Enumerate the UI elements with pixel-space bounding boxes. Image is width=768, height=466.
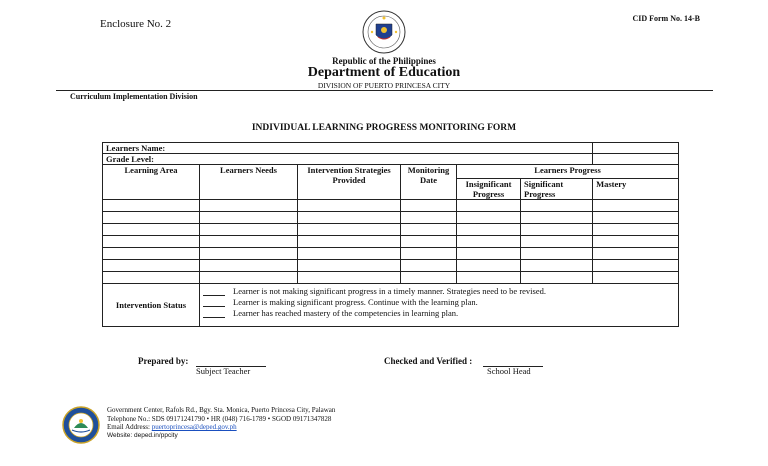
table-cell[interactable] bbox=[103, 200, 200, 212]
table-cell[interactable] bbox=[593, 260, 679, 272]
header-divider bbox=[56, 90, 713, 91]
table-cell[interactable] bbox=[593, 272, 679, 284]
prepared-by-role: Subject Teacher bbox=[196, 366, 251, 376]
table-row bbox=[103, 224, 679, 236]
table-cell[interactable] bbox=[593, 212, 679, 224]
table-cell[interactable] bbox=[593, 200, 679, 212]
status-checkbox-blank[interactable] bbox=[203, 309, 225, 318]
department-heading: Department of Education bbox=[307, 65, 461, 80]
table-cell[interactable] bbox=[401, 272, 457, 284]
table-cell[interactable] bbox=[401, 260, 457, 272]
grade-level-extra-cell[interactable] bbox=[593, 154, 679, 165]
status-option-revise bbox=[203, 285, 675, 296]
table-cell[interactable] bbox=[401, 224, 457, 236]
table-cell[interactable] bbox=[593, 248, 679, 260]
intervention-status-label: Intervention Status bbox=[103, 284, 200, 327]
footer-contact bbox=[107, 406, 335, 440]
table-cell[interactable] bbox=[593, 224, 679, 236]
table-cell[interactable] bbox=[521, 224, 593, 236]
table-cell[interactable] bbox=[457, 248, 521, 260]
col-learners-progress: Learners Progress bbox=[457, 165, 679, 179]
cid-division-label: Curriculum Implementation Division bbox=[70, 92, 198, 101]
table-cell[interactable] bbox=[521, 236, 593, 248]
footer-email-label: Email Address: bbox=[107, 423, 150, 432]
table-cell[interactable] bbox=[457, 200, 521, 212]
col-learners-needs: Learners Needs bbox=[200, 165, 298, 200]
deped-seal-icon bbox=[362, 10, 406, 54]
table-cell[interactable] bbox=[103, 224, 200, 236]
table-cell[interactable] bbox=[298, 260, 401, 272]
grade-level-label: Grade Level: bbox=[103, 154, 593, 165]
col-insignificant-progress: Insignificant Progress bbox=[457, 179, 521, 200]
table-cell[interactable] bbox=[200, 200, 298, 212]
table-cell[interactable] bbox=[200, 224, 298, 236]
learners-name-label: Learners Name: bbox=[103, 143, 593, 154]
table-cell[interactable] bbox=[200, 236, 298, 248]
table-cell[interactable] bbox=[457, 236, 521, 248]
footer-email-link[interactable]: puertoprincesa@deped.gov.ph bbox=[151, 423, 237, 432]
monitoring-form-table bbox=[102, 142, 679, 327]
status-option-text: Learner is not making significant progress in a timely manner. Strategies need to be revised. bbox=[233, 286, 546, 296]
table-cell[interactable] bbox=[200, 248, 298, 260]
form-title: INDIVIDUAL LEARNING PROGRESS MONITORING FORM bbox=[251, 123, 517, 133]
table-cell[interactable] bbox=[298, 212, 401, 224]
table-cell[interactable] bbox=[457, 260, 521, 272]
intervention-status-options bbox=[200, 284, 679, 327]
status-option-continue bbox=[203, 296, 675, 307]
table-row bbox=[103, 212, 679, 224]
checked-by-role: School Head bbox=[487, 366, 531, 376]
table-cell[interactable] bbox=[200, 272, 298, 284]
table-cell[interactable] bbox=[200, 212, 298, 224]
table-cell[interactable] bbox=[593, 236, 679, 248]
table-row bbox=[103, 200, 679, 212]
footer-address: Government Center, Rafols Rd., Bgy. Sta. Monica, Puerto Princesa City, Palawan bbox=[107, 406, 336, 414]
table-cell[interactable] bbox=[401, 200, 457, 212]
grade-level-row bbox=[103, 154, 679, 165]
table-cell[interactable] bbox=[457, 272, 521, 284]
cid-form-number: CID Form No. 14-B bbox=[632, 14, 700, 23]
table-row bbox=[103, 260, 679, 272]
table-row bbox=[103, 236, 679, 248]
table-cell[interactable] bbox=[521, 272, 593, 284]
col-intervention: Intervention Strategies Provided bbox=[298, 165, 401, 200]
table-cell[interactable] bbox=[298, 200, 401, 212]
table-cell[interactable] bbox=[521, 248, 593, 260]
division-logo-icon bbox=[62, 406, 100, 444]
status-checkbox-blank[interactable] bbox=[203, 298, 225, 307]
table-cell[interactable] bbox=[103, 248, 200, 260]
table-cell[interactable] bbox=[401, 248, 457, 260]
table-cell[interactable] bbox=[298, 224, 401, 236]
col-learning-area: Learning Area bbox=[103, 165, 200, 200]
learners-name-row bbox=[103, 143, 679, 154]
table-cell[interactable] bbox=[298, 236, 401, 248]
prepared-by-label: Prepared by: bbox=[138, 356, 189, 366]
table-row bbox=[103, 272, 679, 284]
table-cell[interactable] bbox=[103, 272, 200, 284]
table-cell[interactable] bbox=[521, 212, 593, 224]
table-cell[interactable] bbox=[103, 236, 200, 248]
checked-by-label: Checked and Verified : bbox=[384, 356, 473, 366]
table-cell[interactable] bbox=[401, 212, 457, 224]
col-monitoring-date: Monitoring Date bbox=[401, 165, 457, 200]
col-mastery: Mastery bbox=[593, 179, 679, 200]
table-cell[interactable] bbox=[298, 272, 401, 284]
learners-name-extra-cell[interactable] bbox=[593, 143, 679, 154]
status-option-text: Learner has reached mastery of the competencies in learning plan. bbox=[233, 308, 459, 318]
table-cell[interactable] bbox=[457, 212, 521, 224]
republic-heading: Republic of the Philippines bbox=[332, 56, 436, 66]
table-cell[interactable] bbox=[457, 224, 521, 236]
footer-website[interactable]: Website: deped.in/ppcity bbox=[107, 431, 178, 439]
table-cell[interactable] bbox=[521, 200, 593, 212]
table-cell[interactable] bbox=[200, 260, 298, 272]
status-option-mastery bbox=[203, 307, 675, 318]
footer-email-line bbox=[107, 423, 335, 432]
table-cell[interactable] bbox=[103, 212, 200, 224]
table-cell[interactable] bbox=[521, 260, 593, 272]
table-cell[interactable] bbox=[103, 260, 200, 272]
header-row-1 bbox=[103, 165, 679, 179]
status-checkbox-blank[interactable] bbox=[203, 287, 225, 296]
col-significant-progress: Significant Progress bbox=[521, 179, 593, 200]
intervention-status-row bbox=[103, 284, 679, 327]
table-row bbox=[103, 248, 679, 260]
division-heading: DIVISION OF PUERTO PRINCESA CITY bbox=[317, 81, 451, 90]
footer-telephone: Telephone No.: SDS 09171241790 • HR (048) 716-1789 • SGOD 09171347828 bbox=[107, 414, 332, 423]
table-cell[interactable] bbox=[401, 236, 457, 248]
table-cell[interactable] bbox=[298, 248, 401, 260]
status-option-text: Learner is making significant progress. Continue with the learning plan. bbox=[233, 297, 478, 307]
enclosure-label: Enclosure No. 2 bbox=[100, 18, 172, 30]
